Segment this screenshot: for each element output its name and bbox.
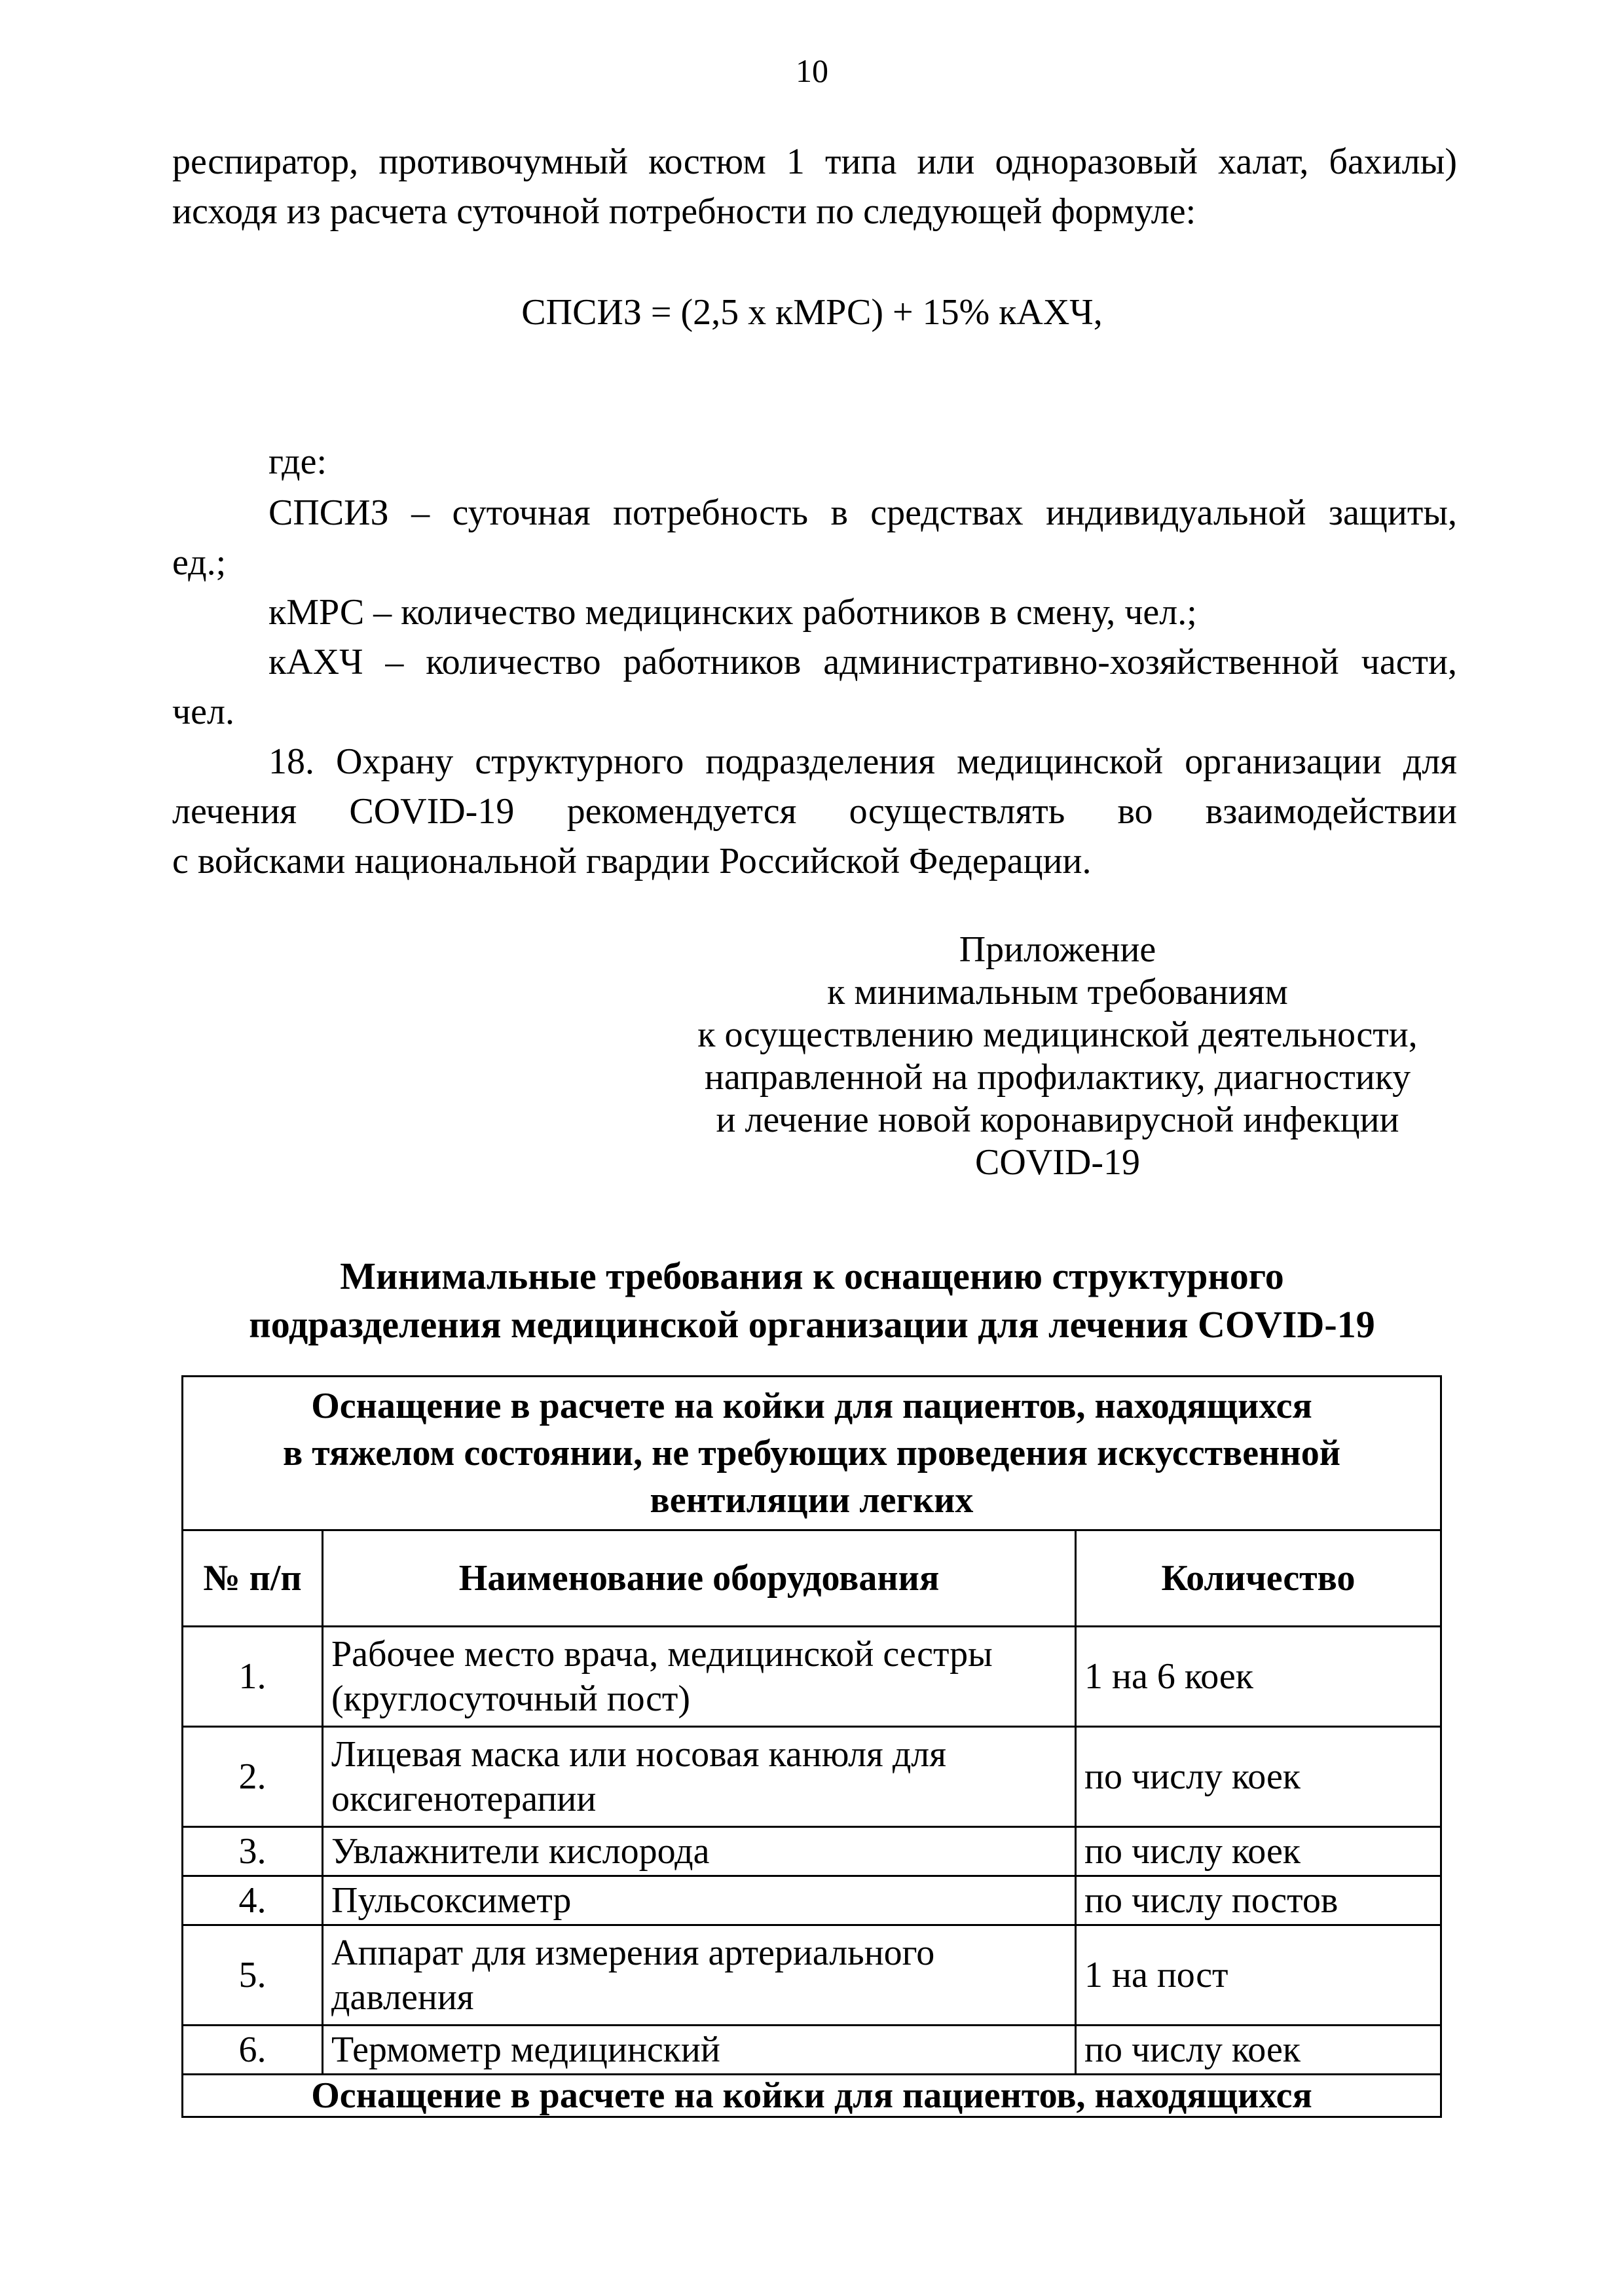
item-18-line-3: с войсками национальной гвардии Российской Федерации. [172,841,1092,881]
table-row [183,1827,1441,1876]
row-equipment-name [323,1727,1076,1827]
row-equipment-name: Увлажнители кислорода [323,1827,1076,1876]
table-header-row [183,1530,1441,1627]
section-header-line: Оснащение в расчете на койки для пациентов, находящихся [311,1386,1312,1426]
row-quantity: по числу коек [1076,2026,1441,2075]
where-label: где: [268,441,327,482]
row-equipment-name: Пульсоксиметр [323,1876,1076,1925]
row-equipment-name-line: давления [331,1977,474,2018]
row-equipment-name: Термометр медицинский [323,2026,1076,2075]
table-row [183,1627,1441,1727]
appendix-line: к минимальным требованиям [827,972,1288,1012]
appendix-line: к осуществлению медицинской деятельности, [697,1014,1418,1055]
row-number: 6. [183,2026,323,2075]
row-equipment-name-line: Аппарат для измерения артериального [331,1933,935,1973]
section-header: Оснащение в расчете на койки для пациентов, находящихся [183,2075,1441,2117]
row-equipment-name-line: Лицевая маска или носовая канюля для [331,1734,947,1775]
appendix-line: COVID-19 [975,1142,1140,1183]
row-equipment-name [323,1925,1076,2026]
row-equipment-name-line: (круглосуточный пост) [331,1678,691,1719]
item-18-line-1: 18. Охрану структурного подразделения медицинской организации для [268,741,1457,782]
row-quantity: по числу коек [1076,1827,1441,1876]
definition-spsiz: СПСИЗ – суточная потребность в средствах индивидуальной защиты, [268,492,1457,533]
intro-line-2: исходя из расчета суточной потребности по следующей формуле: [172,191,1196,232]
table-title-line: Минимальные требования к оснащению структурного [340,1255,1284,1297]
definition-kahch: кАХЧ – количество работников административно-хозяйственной части, [268,642,1457,682]
definition-kmrs: кМРС – количество медицинских работников в смену, чел.; [268,592,1197,633]
appendix-heading [642,929,1473,1184]
appendix-line: направленной на профилактику, диагностику [704,1057,1411,1098]
column-header-number: № п/п [183,1530,323,1627]
column-header-quantity: Количество [1076,1530,1441,1627]
row-number: 3. [183,1827,323,1876]
column-header-name: Наименование оборудования [323,1530,1076,1627]
row-quantity: 1 на 6 коек [1076,1627,1441,1727]
row-equipment-name-line: оксигенотерапии [331,1779,597,1819]
row-quantity: 1 на пост [1076,1925,1441,2026]
section-header-line: вентиляции легких [650,1480,974,1521]
table-row [183,1876,1441,1925]
definition-spsiz-unit: ед.; [172,542,227,583]
row-number: 5. [183,1925,323,2026]
row-number: 2. [183,1727,323,1827]
section-header-line: в тяжелом состоянии, не требующих проведения искусственной [283,1433,1340,1473]
table-row [183,1925,1441,2026]
table-section-row [183,1377,1441,1530]
appendix-line: Приложение [959,929,1156,970]
row-number: 4. [183,1876,323,1925]
row-number: 1. [183,1627,323,1727]
table-title [157,1252,1467,1349]
appendix-line: и лечение новой коронавирусной инфекции [716,1100,1399,1140]
intro-line-1: респиратор, противочумный костюм 1 типа или одноразовый халат, бахилы) [172,141,1457,182]
table-row [183,1727,1441,1827]
formula: СПСИЗ = (2,5 х кМРС) + 15% кАХЧ, [521,292,1103,333]
definition-kahch-unit: чел. [172,692,234,732]
page-number: 10 [796,52,828,89]
table-title-line: подразделения медицинской организации для лечения COVID-19 [249,1303,1375,1346]
row-equipment-name [323,1627,1076,1727]
table-section-row [183,2075,1441,2117]
row-quantity: по числу коек [1076,1727,1441,1827]
row-quantity: по числу постов [1076,1876,1441,1925]
item-18-line-2: лечения COVID-19 рекомендуется осуществлять во взаимодействии [172,791,1457,832]
table-row [183,2026,1441,2075]
row-equipment-name-line: Рабочее место врача, медицинской сестры [331,1634,993,1675]
equipment-table [181,1375,1442,2118]
section-header [183,1377,1441,1530]
